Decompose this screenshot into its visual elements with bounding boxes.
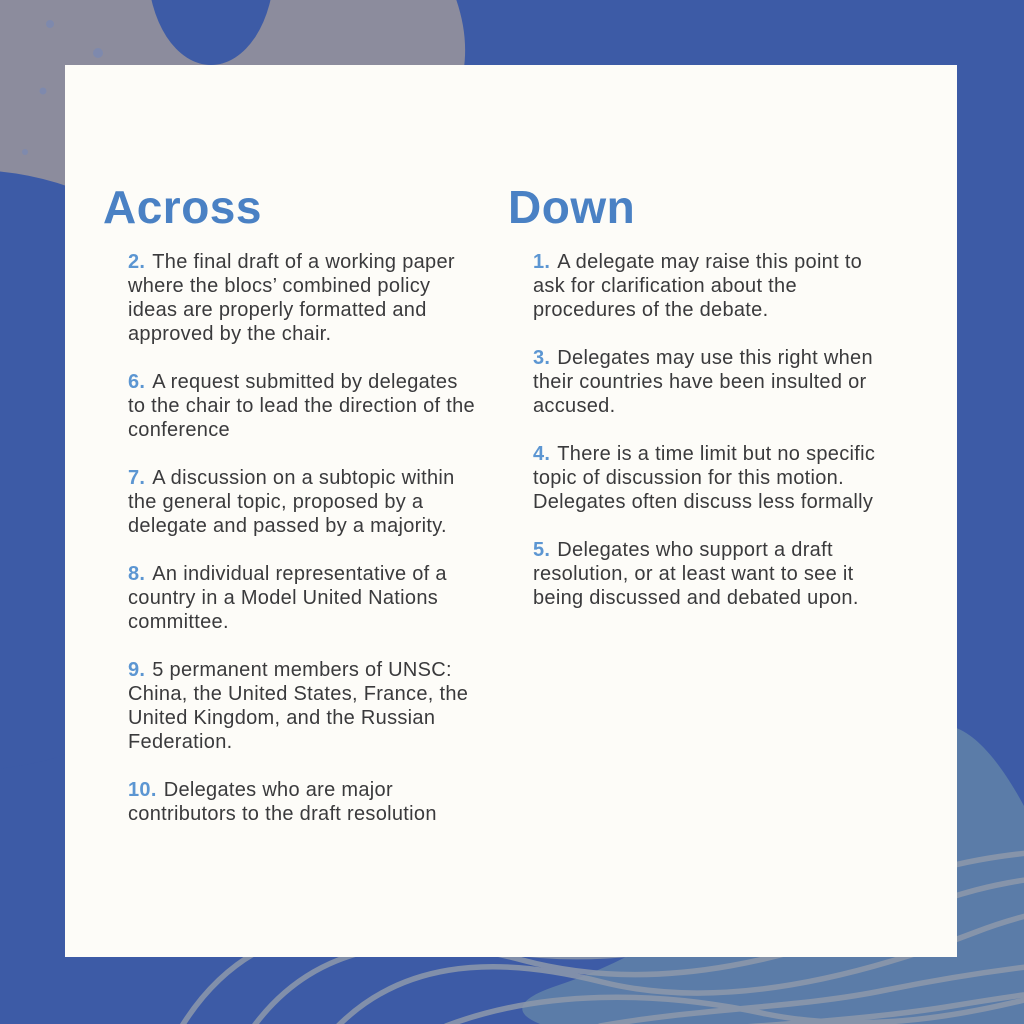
clue-text: An individual representative of a country in a Model United Nations committee. <box>128 562 447 633</box>
across-section <box>103 181 495 850</box>
across-clue-2 <box>128 250 480 346</box>
clue-text: Delegates who support a draft resolution, or at least want to see it being discussed and debated upon. <box>533 538 859 609</box>
down-section <box>508 181 900 634</box>
down-clue-3 <box>533 346 885 418</box>
down-clue-1 <box>533 250 885 322</box>
clue-text: There is a time limit but no specific topic of discussion for this motion. Delegates often discuss less formally <box>533 442 876 513</box>
across-clue-7 <box>128 466 480 538</box>
clue-text: A delegate may raise this point to ask for clarification about the procedures of the debate. <box>533 250 863 321</box>
clue-text: The final draft of a working paper where the blocs’ combined policy ideas are properly formatted and approved by the chair. <box>128 250 455 345</box>
clue-number: 1. <box>533 250 551 273</box>
clue-text: Delegates who are major contributors to the draft resolution <box>128 778 437 825</box>
down-heading: Down <box>508 181 636 233</box>
across-clue-10 <box>128 778 480 826</box>
clue-number: 6. <box>128 370 146 393</box>
across-clue-9 <box>128 658 480 754</box>
across-clue-8 <box>128 562 480 634</box>
down-clue-list <box>508 250 900 610</box>
clue-number: 4. <box>533 442 551 465</box>
across-clue-6 <box>128 370 480 442</box>
clue-text: A request submitted by delegates to the chair to lead the direction of the conference <box>128 370 475 441</box>
clue-text: A discussion on a subtopic within the general topic, proposed by a delegate and passed by a majority. <box>128 466 455 537</box>
clue-text: 5 permanent members of UNSC: China, the United States, France, the United Kingdom, and the Russian Federation. <box>128 658 469 753</box>
clue-number: 10. <box>128 778 157 801</box>
clue-number: 8. <box>128 562 146 585</box>
clue-number: 2. <box>128 250 146 273</box>
across-heading: Across <box>103 181 262 233</box>
down-clue-5 <box>533 538 885 610</box>
clue-number: 5. <box>533 538 551 561</box>
clue-number: 3. <box>533 346 551 369</box>
clues-card <box>65 65 957 957</box>
across-clue-list <box>103 250 495 826</box>
clue-number: 9. <box>128 658 146 681</box>
down-clue-4 <box>533 442 885 514</box>
clue-text: Delegates may use this right when their countries have been insulted or accused. <box>533 346 873 417</box>
clue-number: 7. <box>128 466 146 489</box>
